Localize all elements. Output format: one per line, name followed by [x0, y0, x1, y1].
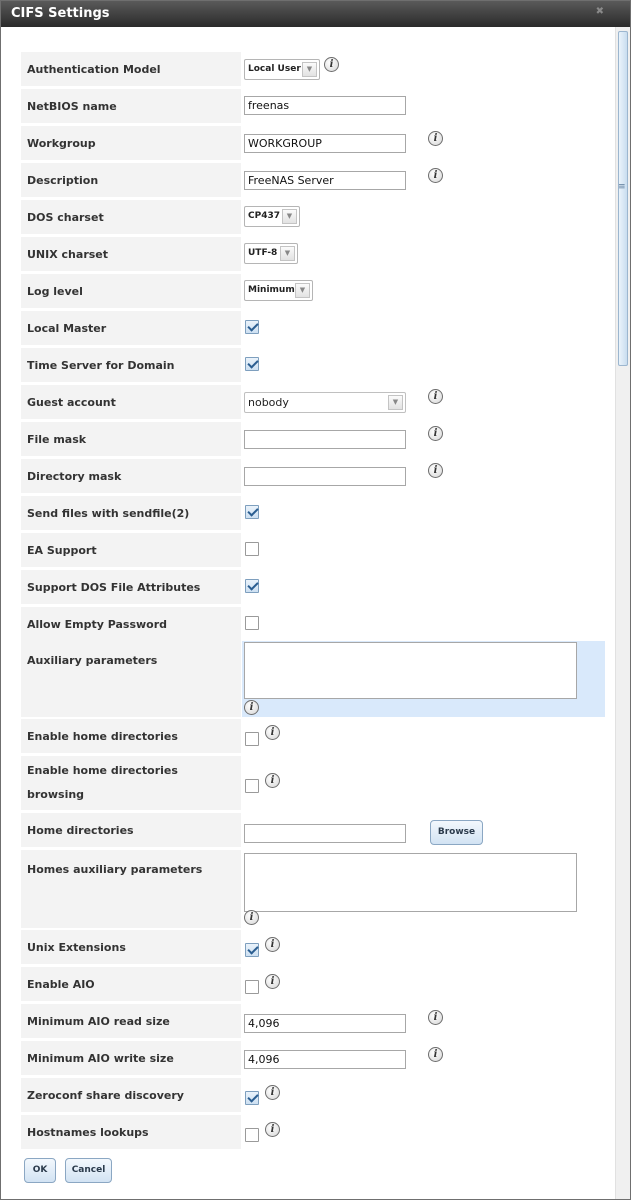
chevron-down-icon[interactable]: ▼ [302, 62, 317, 77]
row-aux-params [21, 641, 605, 717]
home-dirs-checkbox[interactable] [245, 732, 259, 746]
browse-button[interactable]: Browse [430, 820, 483, 845]
row-workgroup [21, 126, 605, 160]
dialog-title: CIFS Settings [11, 6, 110, 21]
row-home-browse [21, 756, 605, 810]
info-icon[interactable]: i [265, 725, 280, 740]
info-icon[interactable]: i [324, 57, 339, 72]
guest-account-select[interactable] [244, 392, 406, 413]
row-home-dirs [21, 719, 605, 753]
homes-aux-textarea[interactable] [244, 853, 577, 912]
label-log-level: Log level [21, 274, 241, 308]
row-time-server [21, 348, 605, 382]
label-local-master: Local Master [21, 311, 241, 345]
chevron-down-icon[interactable]: ▼ [388, 395, 403, 410]
info-icon[interactable]: i [265, 773, 280, 788]
row-sendfile [21, 496, 605, 530]
label-home-browse [21, 756, 241, 810]
log-level-select[interactable] [244, 280, 313, 301]
label-dos-charset: DOS charset [21, 200, 241, 234]
label-homes-aux: Homes auxiliary parameters [21, 850, 241, 928]
row-netbios [21, 89, 605, 123]
label-unix-charset: UNIX charset [21, 237, 241, 271]
chevron-down-icon[interactable]: ▼ [280, 246, 295, 261]
dos-attributes-checkbox[interactable] [245, 579, 259, 593]
local-master-checkbox[interactable] [245, 320, 259, 334]
row-aio-write [21, 1041, 605, 1075]
time-server-checkbox[interactable] [245, 357, 259, 371]
label-dos-attributes: Support DOS File Attributes [21, 570, 241, 604]
scrollbar-thumb[interactable] [618, 31, 628, 366]
settings-form [1, 27, 615, 1199]
label-empty-password: Allow Empty Password [21, 607, 241, 641]
label-aio-read: Minimum AIO read size [21, 1004, 241, 1038]
row-unix-charset [21, 237, 605, 271]
row-dos-charset [21, 200, 605, 234]
row-directory-mask [21, 459, 605, 493]
label-directory-mask: Directory mask [21, 459, 241, 493]
label-aio: Enable AIO [21, 967, 241, 1001]
label-zeroconf: Zeroconf share discovery [21, 1078, 241, 1112]
info-icon[interactable]: i [265, 937, 280, 952]
home-path-input[interactable] [244, 824, 406, 843]
row-hostnames [21, 1115, 605, 1149]
label-sendfile: Send files with sendfile(2) [21, 496, 241, 530]
row-description [21, 163, 605, 197]
label-time-server: Time Server for Domain [21, 348, 241, 382]
dos-charset-select[interactable] [244, 206, 300, 227]
row-ea-support [21, 533, 605, 567]
label-unix-ext: Unix Extensions [21, 930, 241, 964]
row-zeroconf [21, 1078, 605, 1112]
row-aio [21, 967, 605, 1001]
info-icon[interactable]: i [428, 1047, 443, 1062]
info-icon[interactable]: i [265, 974, 280, 989]
row-home-path [21, 813, 605, 847]
ea-support-checkbox[interactable] [245, 542, 259, 556]
label-description: Description [21, 163, 241, 197]
label-home-browse-line1: Enable home directories [27, 764, 178, 777]
label-aux-params: Auxiliary parameters [21, 641, 241, 717]
info-icon[interactable]: i [244, 700, 259, 715]
row-empty-password [21, 607, 605, 641]
label-home-browse-line2: browsing [27, 788, 85, 801]
cancel-button[interactable]: Cancel [65, 1158, 112, 1183]
auth-model-value: Local User [248, 64, 301, 74]
row-local-master [21, 311, 605, 345]
log-level-value: Minimum [248, 285, 295, 295]
aio-checkbox[interactable] [245, 980, 259, 994]
guest-account-value: nobody [248, 396, 289, 409]
info-icon[interactable]: i [244, 910, 259, 925]
home-browse-checkbox[interactable] [245, 779, 259, 793]
label-hostnames: Hostnames lookups [21, 1115, 241, 1149]
info-icon[interactable]: i [428, 1010, 443, 1025]
label-netbios: NetBIOS name [21, 89, 241, 123]
info-icon[interactable]: i [428, 131, 443, 146]
aio-write-input[interactable] [244, 1050, 406, 1069]
row-dos-attributes [21, 570, 605, 604]
dialog-titlebar [1, 1, 630, 27]
unix-ext-checkbox[interactable] [245, 943, 259, 957]
label-aio-write: Minimum AIO write size [21, 1041, 241, 1075]
chevron-down-icon[interactable]: ▼ [282, 209, 297, 224]
workgroup-input[interactable] [244, 134, 406, 153]
label-file-mask: File mask [21, 422, 241, 456]
dos-charset-value: CP437 [248, 211, 280, 221]
file-mask-input[interactable] [244, 430, 406, 449]
row-unix-ext [21, 930, 605, 964]
aio-read-input[interactable] [244, 1014, 406, 1033]
unix-charset-select[interactable] [244, 243, 298, 264]
info-icon[interactable]: i [428, 426, 443, 441]
unix-charset-value: UTF-8 [248, 248, 278, 258]
auth-model-select[interactable] [244, 59, 320, 80]
row-file-mask [21, 422, 605, 456]
row-log-level [21, 274, 605, 308]
grip-icon: ≡ [618, 182, 626, 192]
label-home-dirs: Enable home directories [21, 719, 241, 753]
directory-mask-input[interactable] [244, 467, 406, 486]
label-auth-model: Authentication Model [21, 52, 241, 86]
netbios-input[interactable] [244, 96, 406, 115]
row-auth-model [21, 52, 605, 86]
zeroconf-checkbox[interactable] [245, 1091, 259, 1105]
chevron-down-icon[interactable]: ▼ [295, 283, 310, 298]
info-icon[interactable]: i [428, 168, 443, 183]
info-icon[interactable]: i [428, 389, 443, 404]
aux-params-textarea[interactable] [244, 642, 577, 699]
description-input[interactable] [244, 171, 406, 190]
label-workgroup: Workgroup [21, 126, 241, 160]
empty-password-checkbox[interactable] [245, 616, 259, 630]
info-icon[interactable]: i [265, 1085, 280, 1100]
sendfile-checkbox[interactable] [245, 505, 259, 519]
row-guest-account [21, 385, 605, 419]
label-ea-support: EA Support [21, 533, 241, 567]
label-guest-account: Guest account [21, 385, 241, 419]
hostnames-checkbox[interactable] [245, 1128, 259, 1142]
close-icon[interactable]: ✖ [595, 6, 604, 17]
info-icon[interactable]: i [428, 463, 443, 478]
row-aio-read [21, 1004, 605, 1038]
vertical-scrollbar[interactable] [615, 27, 630, 1199]
ok-button[interactable]: OK [24, 1158, 56, 1183]
row-homes-aux [21, 850, 605, 928]
info-icon[interactable]: i [265, 1122, 280, 1137]
label-home-path: Home directories [21, 813, 241, 847]
